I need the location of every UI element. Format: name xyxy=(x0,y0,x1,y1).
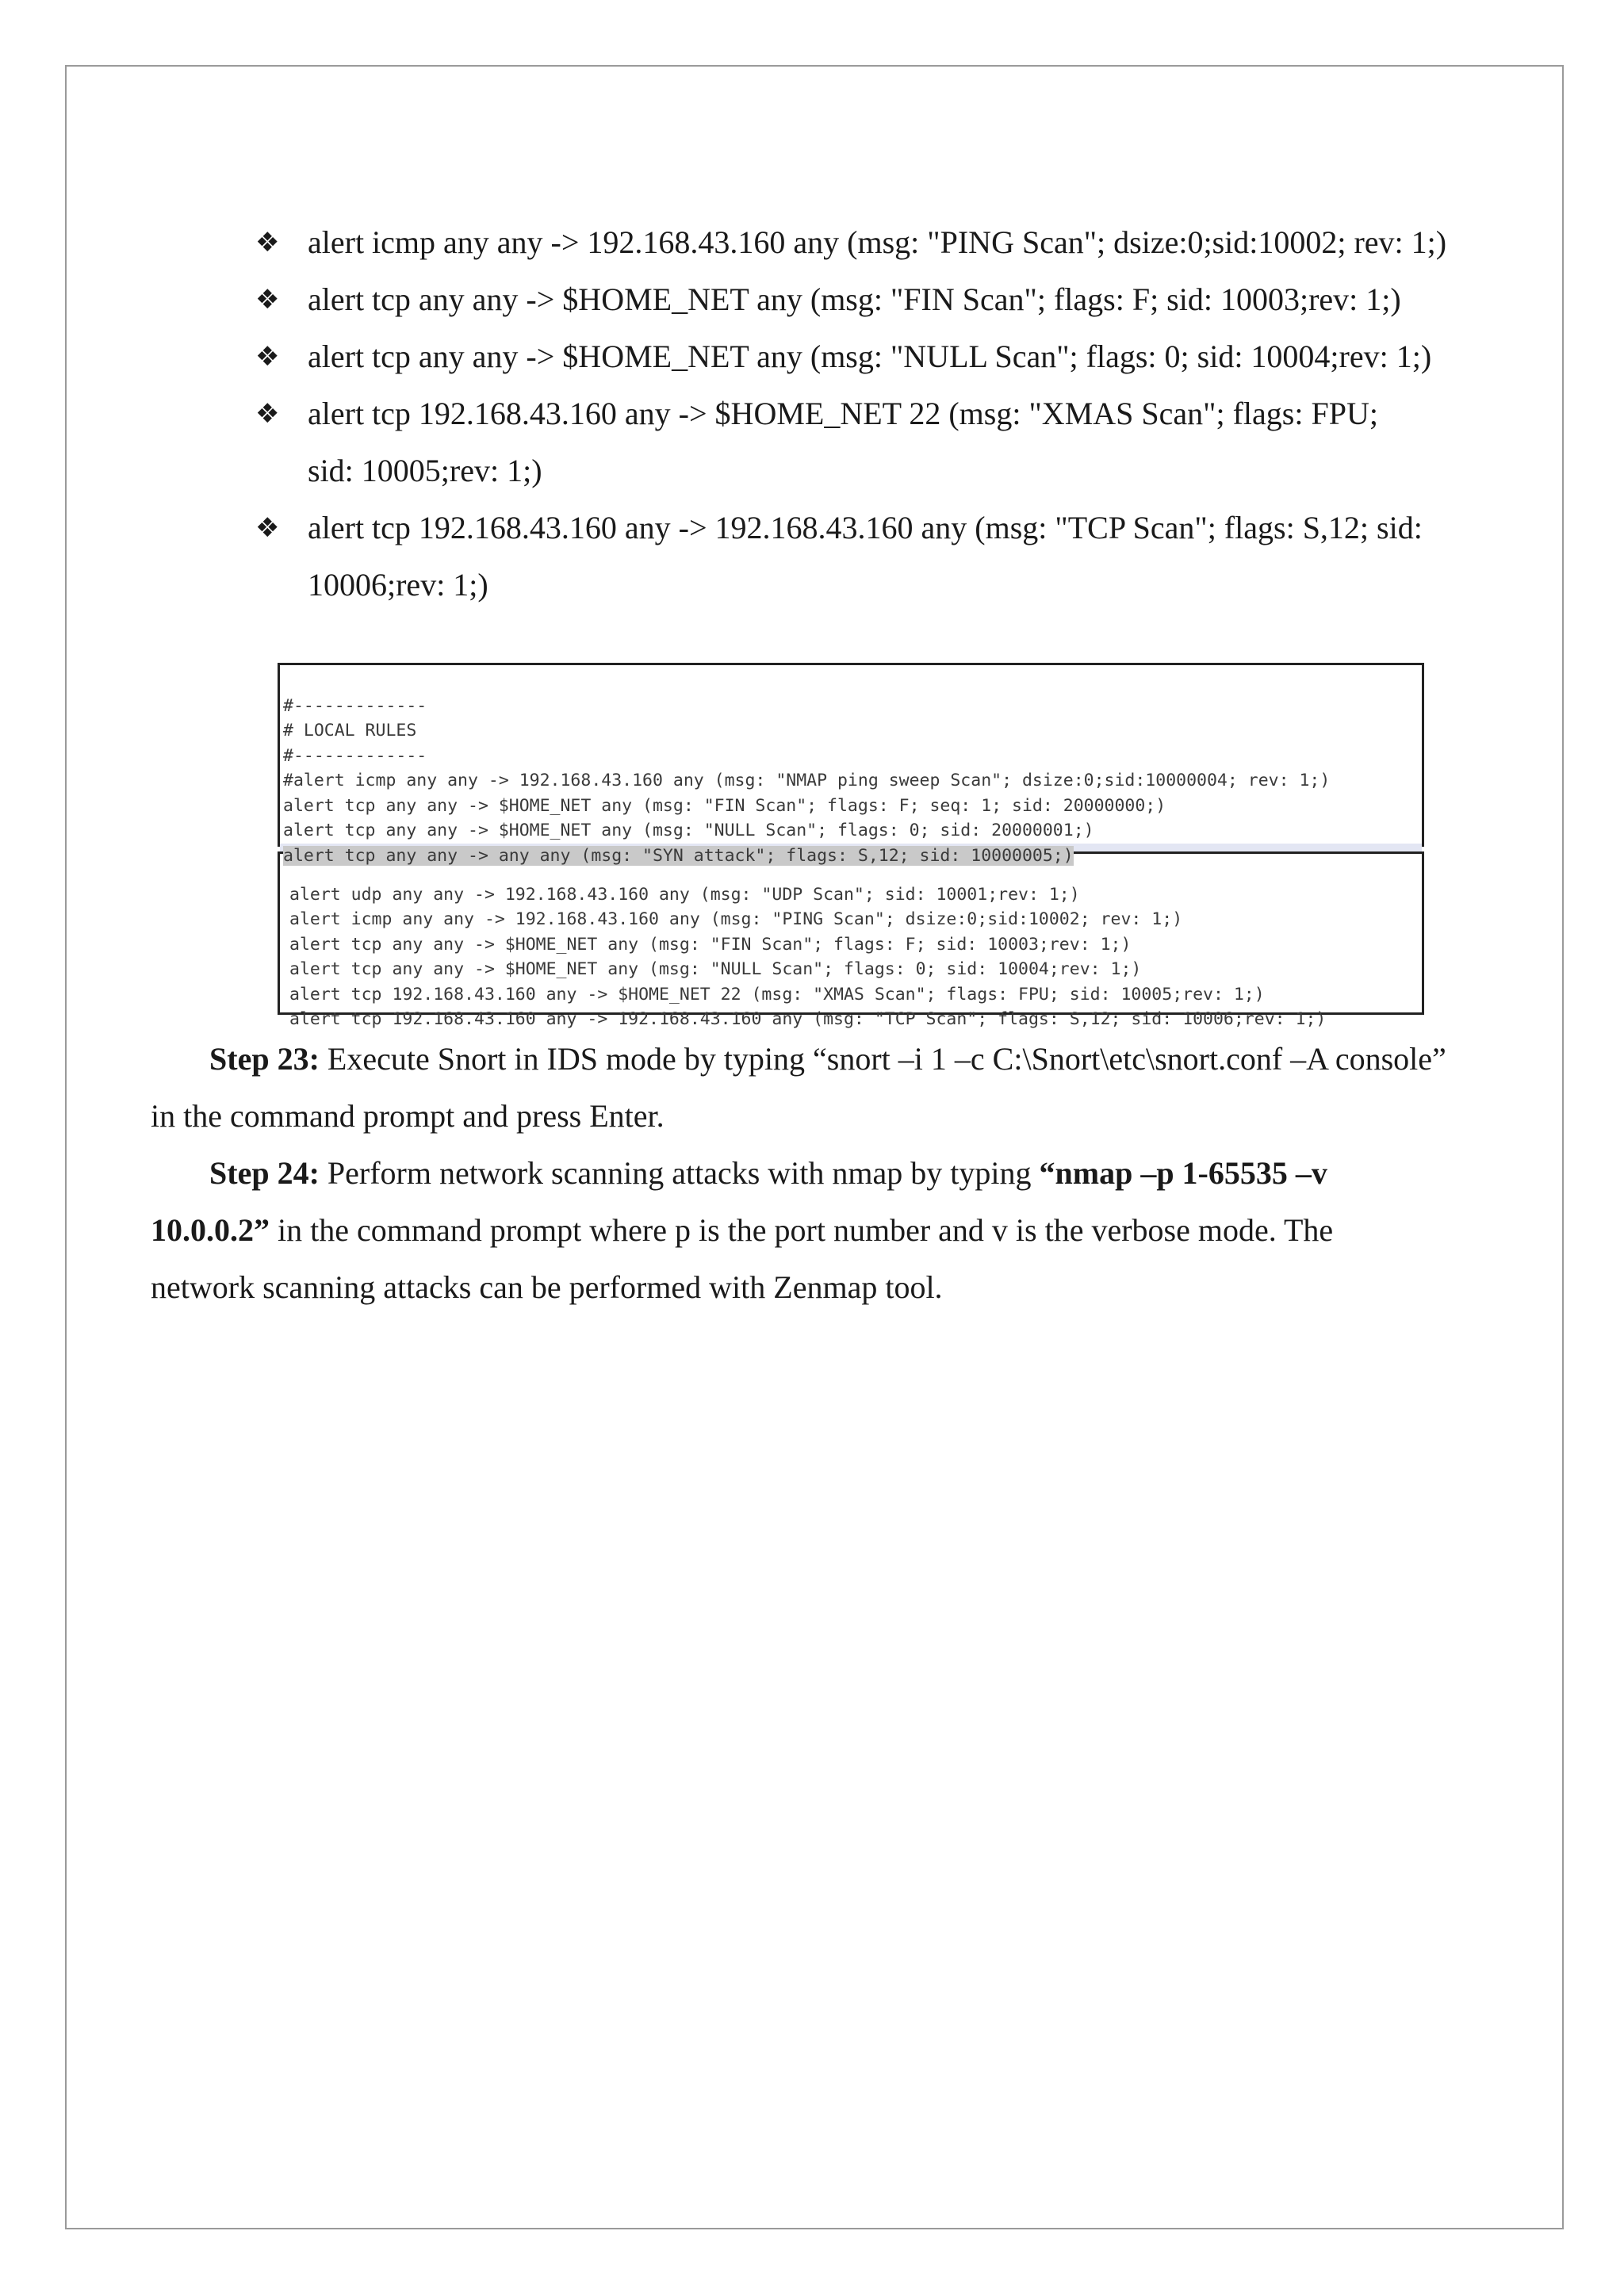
local-rules-screenshot xyxy=(278,663,1424,1029)
code-line: alert tcp any any -> $HOME_NET any (msg: "NULL Scan"; flags: 0; sid: 20000001;) xyxy=(283,821,1094,840)
step-24-command: “nmap –p 1-65535 –v xyxy=(1039,1155,1327,1191)
bullet-text: alert icmp any any -> 192.168.43.160 any (msg: "PING Scan"; dsize:0;sid:10002; rev: 1;) xyxy=(308,224,1447,260)
selected-text: alert tcp any any -> any any (msg: "SYN attack"; flags: S,12; sid: 10000005;) xyxy=(283,845,1074,866)
code-line: # LOCAL RULES xyxy=(283,721,417,740)
step-23-text: Execute Snort in IDS mode by typing “snort –i 1 –c C:\Snort\etc\snort.conf –A console” xyxy=(319,1041,1446,1077)
step-24-text: Perform network scanning attacks with nmap by typing xyxy=(319,1155,1040,1191)
code-line: #------------- xyxy=(283,695,427,716)
bullet-text: alert tcp any any -> $HOME_NET any (msg: "NULL Scan"; flags: 0; sid: 10004;rev: 1;) xyxy=(308,339,1432,374)
bullet-item xyxy=(255,385,1540,499)
bullet-text: alert tcp 192.168.43.160 any -> $HOME_NET 22 (msg: "XMAS Scan"; flags: FPU; xyxy=(308,396,1378,431)
code-line: alert tcp any any -> $HOME_NET any (msg: "FIN Scan"; flags: F; sid: 10003;rev: 1;) xyxy=(289,934,1132,955)
diamond-bullet-icon: ❖ xyxy=(255,284,280,316)
step-23-label: Step 23: xyxy=(209,1041,320,1077)
step-24-paragraph xyxy=(151,1145,1515,1316)
diamond-bullet-icon: ❖ xyxy=(255,227,280,258)
code-line: #alert icmp any any -> 192.168.43.160 any (msg: "NMAP ping sweep Scan"; dsize:0;sid:10000004; rev: 1;) xyxy=(283,771,1331,790)
bullet-text: alert tcp any any -> $HOME_NET any (msg: "FIN Scan"; flags: F; sid: 10003;rev: 1;) xyxy=(308,281,1401,317)
bullet-item xyxy=(255,271,1540,328)
diamond-bullet-icon: ❖ xyxy=(255,398,280,430)
step-24-command-continued: 10.0.0.2” xyxy=(151,1212,270,1248)
bullet-text: alert tcp 192.168.43.160 any -> 192.168.43.160 any (msg: "TCP Scan"; flags: S,12; sid: xyxy=(308,510,1423,545)
code-line: alert tcp any any -> $HOME_NET any (msg: "FIN Scan"; flags: F; seq: 1; sid: 20000000;) xyxy=(283,795,1166,816)
code-line: alert tcp 192.168.43.160 any -> $HOME_NET 22 (msg: "XMAS Scan"; flags: FPU; sid: 10005;rev: 1;) xyxy=(289,984,1265,1004)
local-rules-editor-bottom xyxy=(278,851,1424,1029)
bullet-item xyxy=(255,499,1540,614)
step-24-text-last: network scanning attacks can be performed with Zenmap tool. xyxy=(151,1269,943,1305)
code-line: alert tcp 192.168.43.160 any -> 192.168.43.160 any (msg: "TCP Scan"; flags: S,12; sid: 10006;rev: 1;) xyxy=(289,1009,1327,1029)
bullet-item xyxy=(255,328,1540,385)
diamond-bullet-icon: ❖ xyxy=(255,512,280,544)
bullet-item xyxy=(255,214,1540,271)
code-line: alert icmp any any -> 192.168.43.160 any (msg: "PING Scan"; dsize:0;sid:10002; rev: 1;) xyxy=(289,909,1183,929)
code-line: alert udp any any -> 192.168.43.160 any (msg: "UDP Scan"; sid: 10001;rev: 1;) xyxy=(289,884,1080,905)
local-rules-editor-top xyxy=(278,663,1424,866)
diamond-bullet-icon: ❖ xyxy=(255,341,280,373)
code-line: alert tcp any any -> $HOME_NET any (msg: "NULL Scan"; flags: 0; sid: 10004;rev: 1;) xyxy=(289,959,1142,979)
step-23-text-continued: in the command prompt and press Enter. xyxy=(151,1098,665,1134)
step-23-paragraph xyxy=(151,1031,1515,1145)
code-line: #------------- xyxy=(283,745,427,766)
bullet-text-continued: 10006;rev: 1;) xyxy=(308,567,488,603)
step-24-text-continued: in the command prompt where p is the port number and v is the verbose mode. The xyxy=(270,1212,1334,1248)
step-24-label: Step 24: xyxy=(209,1155,320,1191)
bullet-text-continued: sid: 10005;rev: 1;) xyxy=(308,453,542,488)
rule-bullet-list xyxy=(255,214,1540,614)
